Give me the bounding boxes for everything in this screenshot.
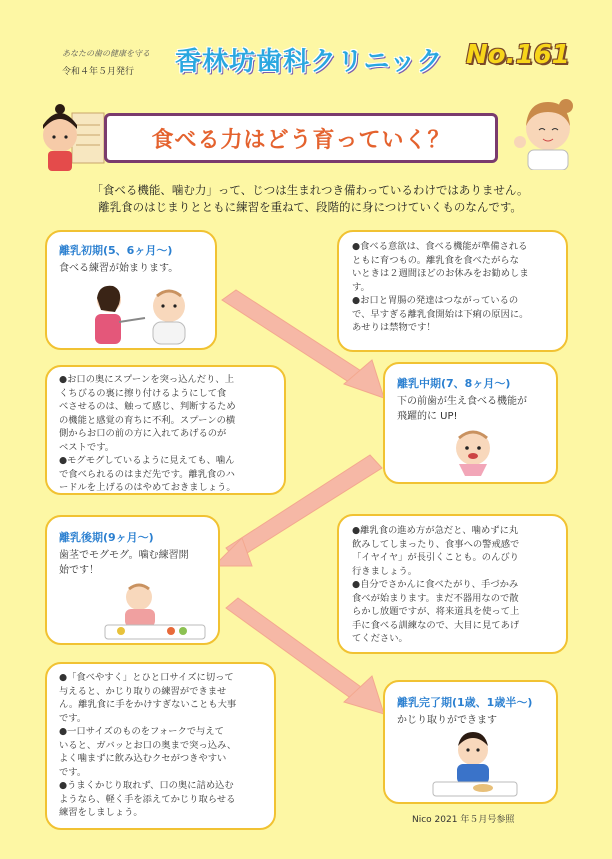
note-line: で、早すぎる離乳食開始は下痢の原因に。 [352, 308, 529, 320]
baby-finger-food-illustration [99, 581, 211, 641]
note-bubble-3 [337, 514, 568, 654]
source-credit: Nico 2021 年５月号参照 [412, 815, 515, 825]
note-line: 行きましょう。 [352, 565, 418, 577]
issue-date: 令和４年５月発行 [62, 67, 135, 77]
intro-line: 「食べる機能、噛む力」って、じつは生まれつき備わっているわけではありません。 [91, 183, 529, 197]
baby-illustration [447, 426, 499, 478]
stage-body-line: 食べる練習が始まります。 [59, 263, 179, 274]
note-line: ●離乳食の進め方が急だと、噛めずに丸 [352, 525, 519, 536]
stage-title: 離乳後期(9ヶ月～) [59, 531, 154, 544]
stage-body-line: かじり取りができます [397, 715, 497, 726]
note-line: いると、ガバッとお口の奥まで突っ込み、 [59, 739, 237, 751]
stage-bubble-4 [383, 680, 558, 804]
note-line: ●「食べやすく」とひと口サイズに切って [59, 672, 234, 683]
note-line: の機能と感覚の育ちに不利。スプーンの横 [59, 414, 236, 426]
tagline: あなたの歯の健康を守る [62, 49, 150, 58]
note-line: ●お口と胃腸の発達はつながっているの [352, 295, 519, 306]
issue-number: No.161 [466, 40, 570, 70]
note-line: いときは２週間ほどのお休みをお勧めしま [352, 268, 529, 279]
note-line: です。 [59, 766, 87, 778]
note-line: てください。 [352, 633, 408, 644]
note-line: ードルを上げるのはやめておきましょう。 [59, 482, 236, 493]
stage-body-line: 飛躍的に UP! [397, 411, 458, 422]
stage-bubble-1 [45, 230, 217, 350]
note-bubble-4 [45, 662, 276, 830]
stage-body-line: 下の前歯が生え食べる機能が [397, 396, 527, 407]
note-line: よく噛まずに飲み込むクセがつきやすい [59, 753, 227, 764]
toddler-eating-illustration [425, 728, 525, 800]
stage-title: 離乳中期(7、8ヶ月～) [397, 377, 511, 390]
page-title: 食べる力はどう育っていく？ [151, 127, 451, 153]
note-line: ●食べる意欲は、食べる機能が準備される [352, 241, 528, 252]
note-line: ●うまくかじり取れず、口の奥に詰め込む [59, 780, 234, 791]
note-line: 練習をしましょう。 [59, 807, 143, 818]
feeding-baby-illustration [87, 282, 205, 348]
note-line: 側からお口の前の方に入れてあげるのが [59, 428, 227, 439]
stage-bubble-3 [45, 515, 220, 645]
clinic-name: 香林坊歯科クリニック [175, 47, 444, 77]
note-line: 与えると、かじり取りの練習ができませ [59, 685, 227, 697]
note-line: ん。離乳食に手をかけすぎないことも大事 [59, 699, 237, 710]
note-line: ベストです。 [59, 441, 115, 453]
stage-title: 離乳初期(5、6ヶ月～) [59, 244, 173, 257]
note-line: す。 [352, 281, 370, 293]
stage-body-line: 歯茎でモグモグ。噛む練習開 [59, 550, 189, 561]
note-line: です。 [59, 712, 87, 724]
note-line: らかし放題ですが、将来道具を使って上 [352, 606, 520, 617]
stage-body-line: 始です！ [59, 565, 99, 576]
stage-bubble-2 [383, 362, 558, 484]
note-line: で食べられるのはまだ先です。離乳食のハ [59, 468, 235, 480]
note-line: ようなら、軽く手を添えてかじり取らせる [59, 793, 236, 805]
note-line: ●モグモグしているように見えても、噛ん [59, 455, 235, 466]
note-line: べさせるのは、触って感じ、判断するため [59, 401, 236, 412]
note-line: 飲みしてしまったり、食事への警戒感で [352, 538, 520, 550]
note-line: ●お口の奥にスプーンを突っ込んだり、上 [59, 374, 234, 385]
note-bubble-1 [337, 230, 568, 352]
note-line: ●一口サイズのものをフォークで与えて [59, 726, 224, 737]
note-line: 手に食べる訓練なので、大目に見てあげ [352, 619, 520, 631]
note-line: ●自分でさかんに食べたがり、手づかみ [352, 579, 519, 590]
note-line: くちびるの裏に擦り付けるようにして食 [59, 387, 227, 399]
note-bubble-2 [45, 365, 286, 495]
note-line: 「イヤイヤ」が長引くことも。のんびり [352, 552, 519, 563]
note-line: ともに育つもの。離乳食を食べたがらな [352, 254, 519, 266]
note-line: 食べが始まります。まだ不器用なので散 [352, 592, 519, 604]
intro-line: 離乳食のはじまりとともに練習を重ねて、段階的に身につけていくものなんです。 [98, 200, 522, 214]
stage-title: 離乳完了期(1歳、1歳半～) [397, 696, 533, 709]
note-line: あせりは禁物です！ [352, 322, 436, 333]
